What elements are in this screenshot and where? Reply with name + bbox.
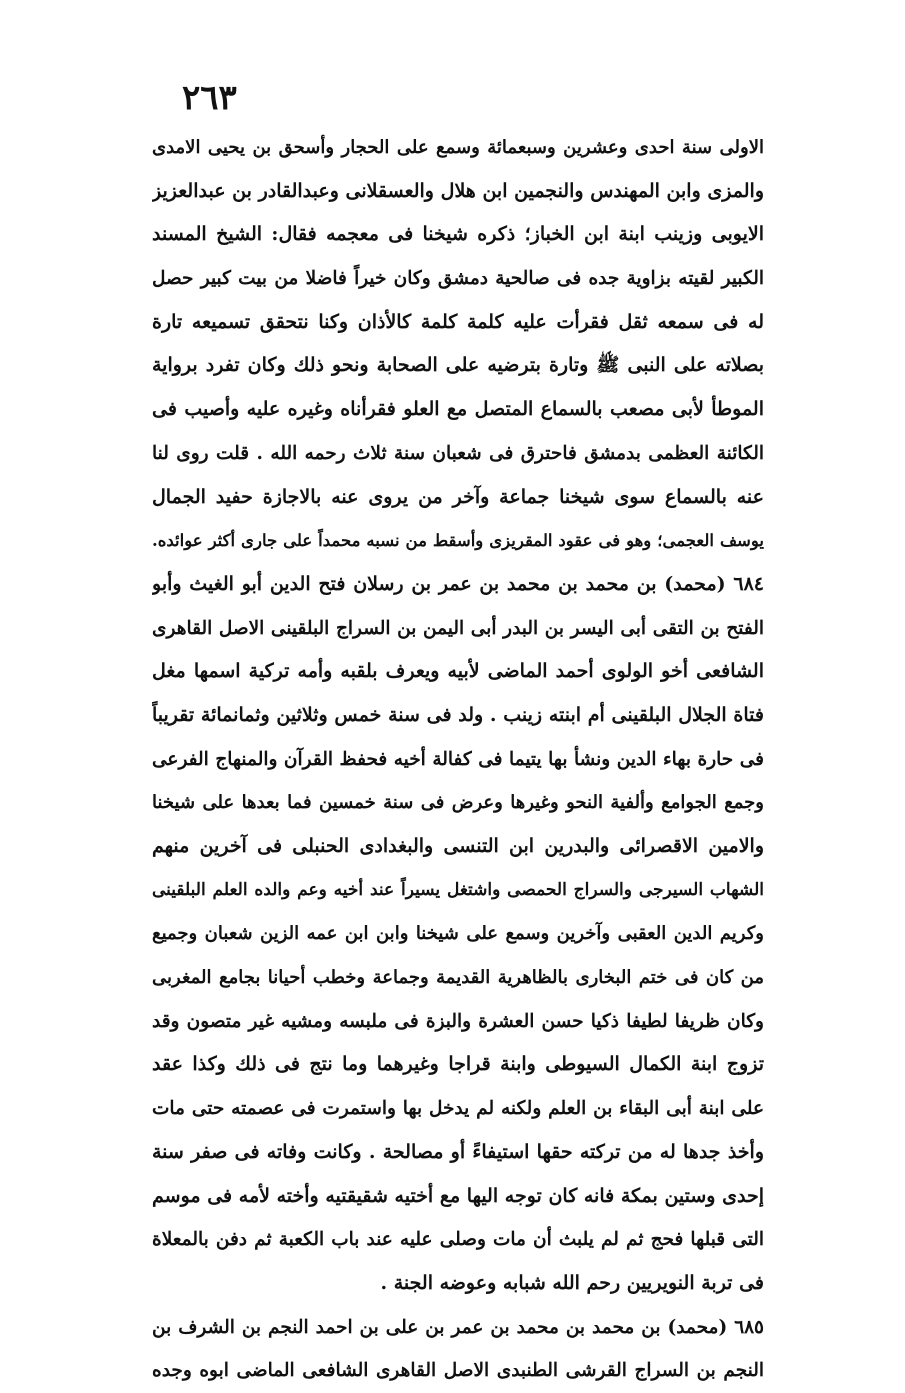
text-line: فى تربة النويريين رحم الله شبابه وعوضه الجنة . bbox=[380, 1271, 764, 1294]
text-line: بصلاته على النبى ﷺ وتارة بترضيه على الصحابة ونحو ذلك وكان تفرد برواية bbox=[152, 354, 764, 377]
text-line: فتاة الجلال البلقينى أم ابنته زينب . ولد فى سنة خمس وثلاثين وثمانمائة تقريباً bbox=[152, 703, 764, 726]
text-line: الكائنة العظمى بدمشق فاحترق فى شعبان سنة ثلاث رحمه الله . قلت روى لنا bbox=[152, 442, 764, 464]
text-line: الكبير لقيته بزاوية جده فى صالحية دمشق وكان خيراً فاضلا من بيت كبير حصل bbox=[152, 268, 764, 290]
text-line: وكريم الدين العقبى وآخرين وسمع على شيخنا وابن ابن عمه الزين شعبان وجميع bbox=[152, 923, 764, 945]
text-line: من كان فى ختم البخارى بالظاهرية القديمة وجماعة وخطب أحيانا بجامع المغربى bbox=[152, 967, 764, 989]
text-line: الشافعى أخو الولوى أحمد الماضى لأبيه ويعرف بلقبه وأمه تركية اسمها مغل bbox=[152, 660, 764, 683]
text-line: وكان ظريفا لطيفا ذكيا حسن العشرة والبزة فى ملبسه ومشيه غير متصون وقد bbox=[152, 1010, 764, 1032]
entry-684-heading: ٦٨٤ (محمد) بن محمد بن محمد بن عمر بن رسلان فتح الدين أبو الغيث وأبو bbox=[152, 572, 764, 595]
text-line: والمزى وابن المهندس والنجمين ابن هلال والعسقلانى وعبدالقادر بن عبدالعزيز bbox=[152, 179, 764, 202]
page-text bbox=[152, 126, 764, 1393]
page-number: ٢٦٣ bbox=[182, 78, 237, 118]
text-line: إحدى وستين بمكة فانه كان توجه اليها مع أختيه شقيقتيه وأخته لأمه فى موسم bbox=[152, 1184, 764, 1207]
text-line: الموطأ لأبى مصعب بالسماع المتصل مع العلو فقرأناه وغيره عليه وأصيب فى bbox=[152, 398, 764, 421]
text-line: الايوبى وزينب ابنة ابن الخباز؛ ذكره شيخنا فى معجمه فقال: الشيخ المسند bbox=[152, 223, 764, 246]
text-line: على ابنة أبى البقاء بن العلم ولكنه لم يدخل بها واستمرت فى عصمته حتى مات bbox=[152, 1098, 764, 1120]
text-line: تزوج ابنة الكمال السيوطى وابنة قراجا وغيرهما وما نتج فى ذلك وكذا عقد bbox=[152, 1053, 764, 1076]
text-line: له فى سمعه ثقل فقرأت عليه كلمة كلمة كالأذان وكنا نتحقق تسميعه تارة bbox=[152, 310, 764, 333]
text-line: عنه بالسماع سوى شيخنا جماعة وآخر من يروى عنه بالاجازة حفيد الجمال bbox=[152, 485, 764, 508]
text-line: يوسف العجمى؛ وهو فى عقود المقريزى وأسقط من نسبه محمداً على جارى أكثر عوائده. bbox=[152, 531, 764, 551]
text-line: والامين الاقصرائى والبدرين ابن التنسى والبغدادى الحنبلى فى آخرين منهم bbox=[152, 835, 764, 857]
entry-685-heading: ٦٨٥ (محمد) بن محمد بن محمد بن عمر بن على بن احمد النجم بن الشرف بن bbox=[152, 1316, 764, 1338]
text-line: وجمع الجوامع وألفية النحو وغيرها وعرض فى سنة خمسين فما بعدها على شيخنا bbox=[152, 792, 764, 814]
text-line: التى قبلها فحج ثم لم يلبث أن مات وصلى عليه عند باب الكعبة ثم دفن بالمعلاة bbox=[152, 1229, 764, 1251]
text-line: الشهاب السيرجى والسراج الحمصى واشتغل يسيراً عند أخيه وعم والده العلم البلقينى bbox=[152, 879, 764, 900]
text-line: الفتح بن التقى أبى اليسر بن البدر أبى اليمن بن السراج البلقينى الاصل القاهرى bbox=[152, 617, 764, 639]
text-line: فى حارة بهاء الدين ونشأ بها يتيما فى كفالة أخيه فحفظ القرآن والمنهاج الفرعى bbox=[152, 748, 764, 770]
text-line: وأخذ جدها له من تركته حقها استيفاءً أو مصالحة . وكانت وفاته فى صفر سنة bbox=[152, 1140, 764, 1163]
text-line: الاولى سنة احدى وعشرين وسبعمائة وسمع على الحجار وأسحق بن يحيى الامدى bbox=[152, 137, 764, 158]
text-line: النجم بن السراج القرشى الطنبدى الاصل القاهرى الشافعى الماضى ابوه وجده bbox=[152, 1360, 764, 1382]
